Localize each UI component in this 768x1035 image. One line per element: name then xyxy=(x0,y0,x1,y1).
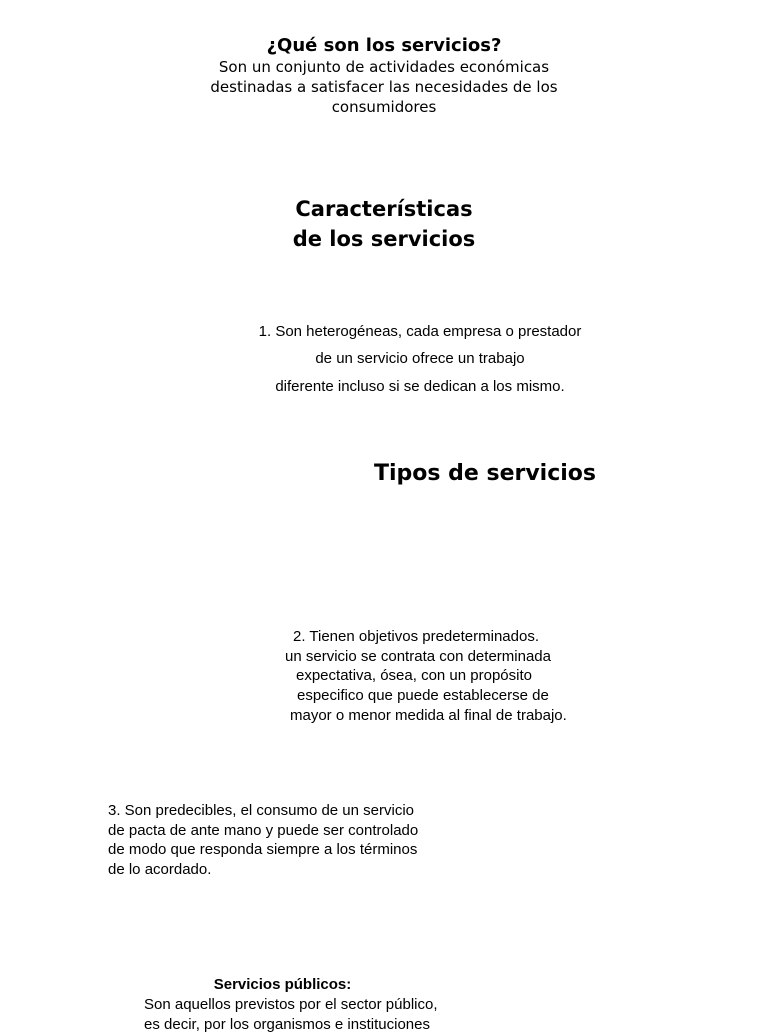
publicos-line: Son aquellos previstos por el sector público, xyxy=(144,996,438,1013)
item-line: especifico que puede establecerse de xyxy=(297,687,549,705)
item-line: de lo acordado. xyxy=(108,860,212,878)
intro-section xyxy=(150,35,618,117)
item-line: de un servicio ofrece un trabajo xyxy=(315,350,525,367)
item-line: de pacta de ante mano y puede ser controlado xyxy=(108,821,419,839)
characteristic-item-1 xyxy=(160,321,680,398)
intro-definition xyxy=(150,57,618,117)
intro-line: destinadas a satisfacer las necesidades de los xyxy=(210,78,558,96)
servicios-publicos-heading: Servicios públicos: xyxy=(213,976,352,993)
publicos-line: es decir, por los organismos e instituciones xyxy=(144,1016,430,1033)
item-line: de modo que responda siempre a los términos xyxy=(108,841,418,858)
item-line: 2. Tienen objetivos predeterminados. xyxy=(293,628,539,645)
heading-line: Características xyxy=(295,197,473,221)
characteristic-item-3 xyxy=(108,801,468,879)
servicios-publicos-section xyxy=(110,975,480,1035)
tipos-heading: Tipos de servicios xyxy=(373,461,597,486)
intro-line: consumidores xyxy=(331,98,437,116)
item-line: 3. Son predecibles, el consumo de un servicio xyxy=(108,802,415,819)
caracteristicas-heading xyxy=(234,194,534,254)
item-line: 1. Son heterogéneas, cada empresa o prestador xyxy=(258,323,582,340)
intro-heading: ¿Qué son los servicios? xyxy=(266,35,502,56)
heading-line: de los servicios xyxy=(292,227,476,251)
item-line: diferente incluso si se dedican a los mismo. xyxy=(275,378,565,395)
item-line: expectativa, ósea, con un propósito xyxy=(296,667,532,685)
intro-line: Son un conjunto de actividades económicas xyxy=(218,58,550,76)
item-line: mayor o menor medida al final de trabajo. xyxy=(290,706,567,724)
characteristic-item-2 xyxy=(240,627,580,726)
item-line: un servicio se contrata con determinada xyxy=(285,647,551,665)
